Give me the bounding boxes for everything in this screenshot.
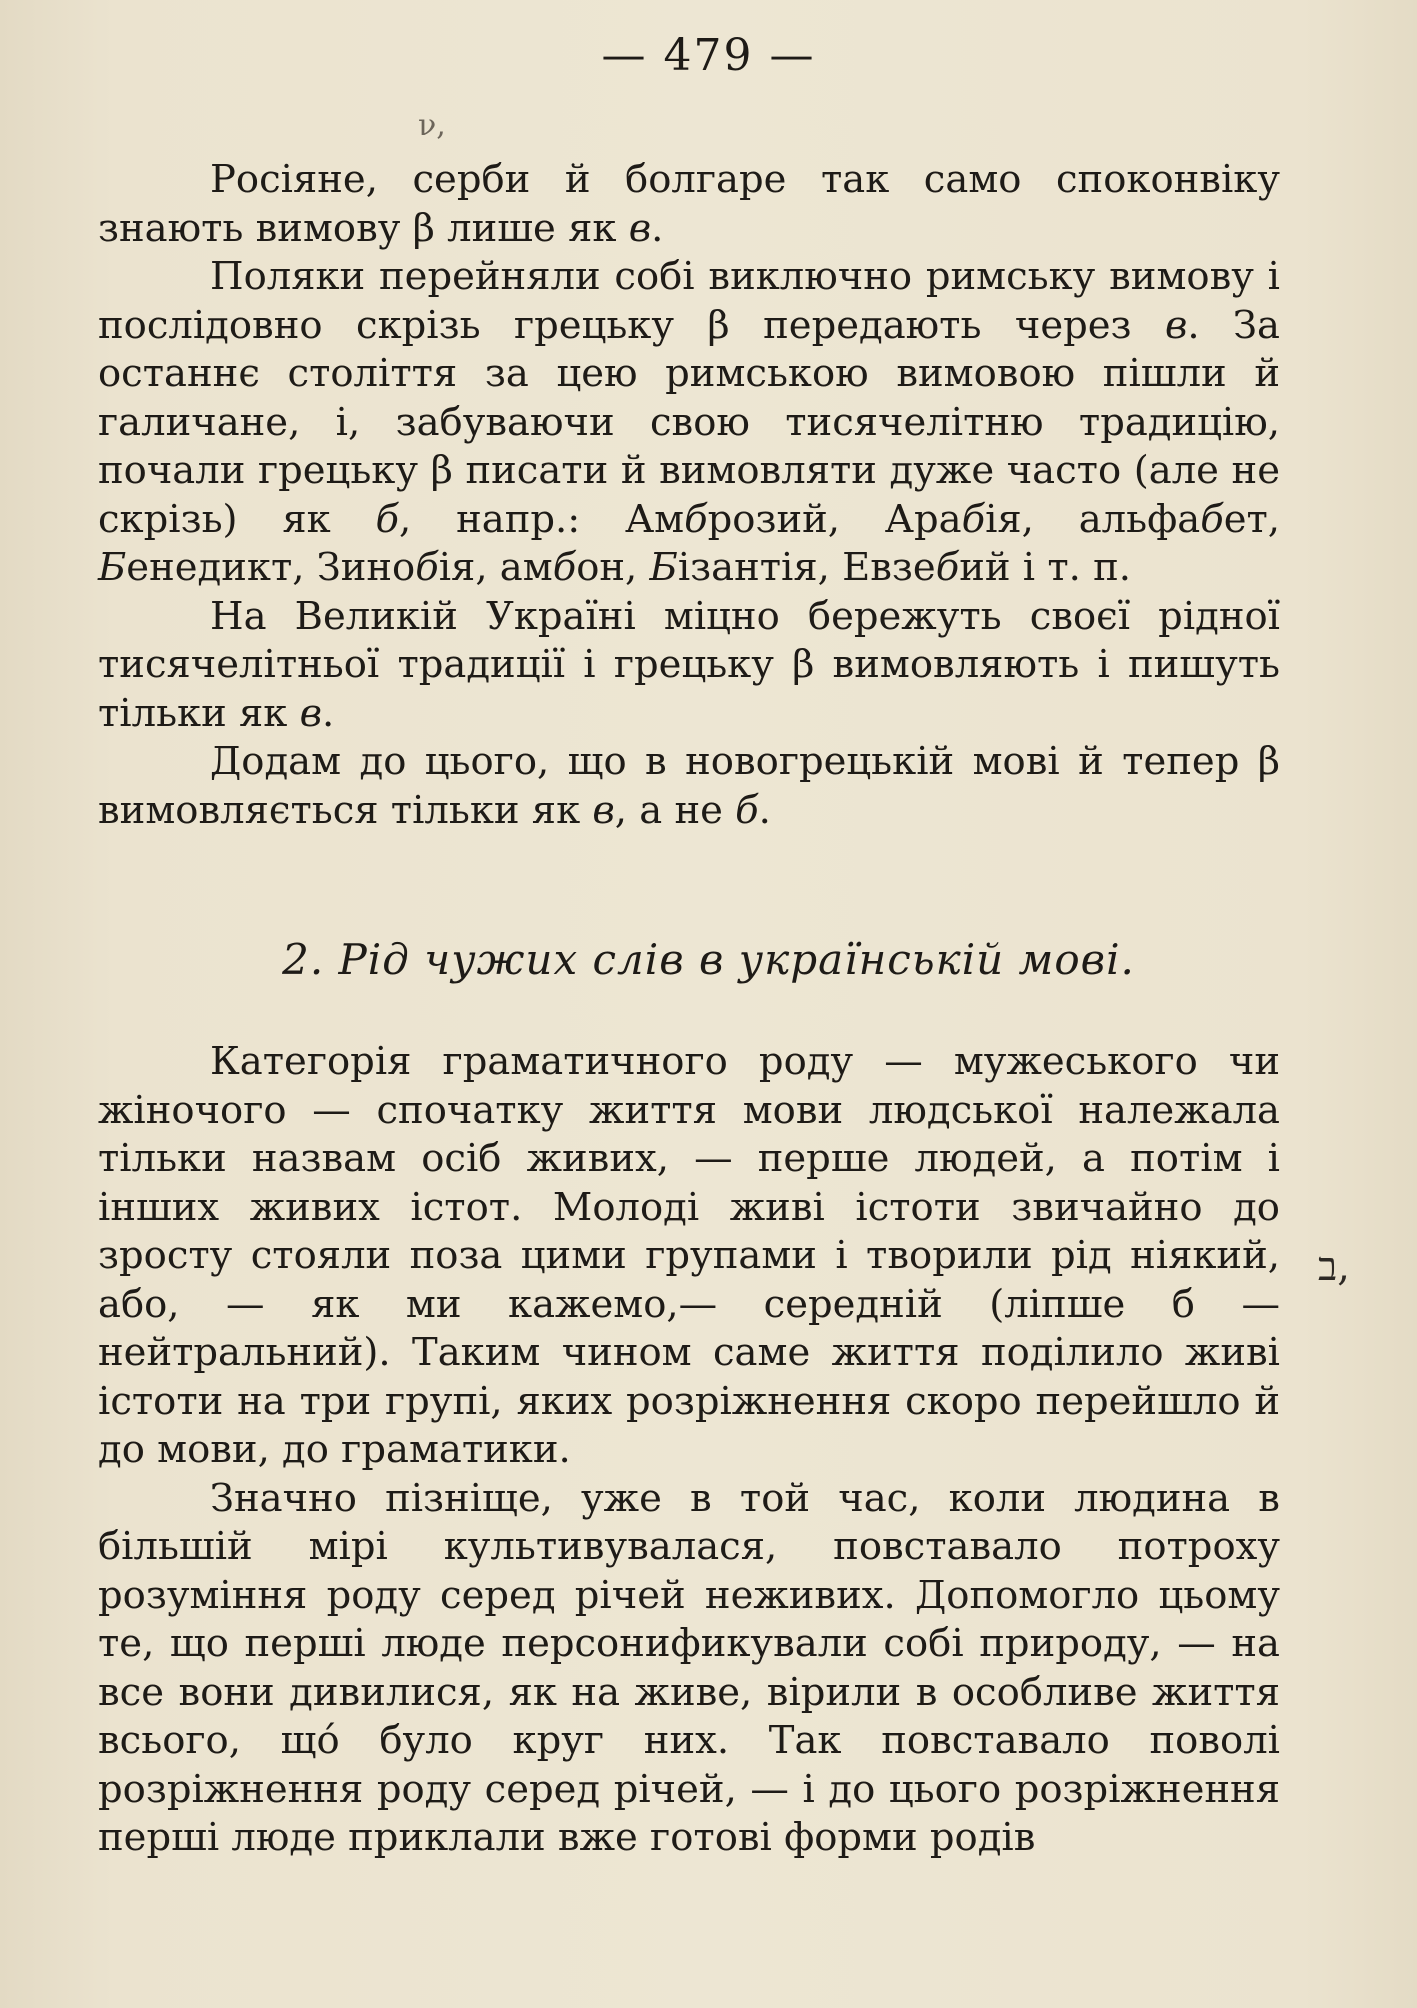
text-block-top — [98, 156, 1280, 835]
page-number: — 479 — — [601, 30, 816, 81]
paragraph: Додам до цього, що в новогрецькій мові й тепер β вимовляється тільки як в, а не б. — [98, 739, 1280, 833]
paragraph: Значно пізніще, уже в той час, коли людина в більшій мірі культивувалася, повставало потроху розуміння роду серед річей неживих. Допомогло цьому те, що перші люде персонификували собі природу, — на все вони дивилися, як на живе, вірили в особливе життя всього, що́ було круг них. Так повставало поволі розріжнення роду серед річей, — і до цього розріжнення перші люде приклали вже готові форми родів — [98, 1475, 1280, 1860]
margin-pencil-mark: ב, — [1318, 1244, 1350, 1290]
text-block-bottom — [98, 1038, 1280, 1863]
stray-pencil-mark: ν, — [418, 108, 446, 143]
section-heading: 2. Рід чужих слів в українській мові. — [282, 935, 1135, 984]
paragraph: На Великій Україні міцно бережуть своєї рідної тисячелітньої традиції і грецьку β вимовляють і пишуть тільки як в. — [98, 593, 1280, 736]
paragraph: Категорія граматичного роду — мужеського чи жіночого — спочатку життя мови людської належала тільки назвам осіб живих, — перше людей, а потім і інших живих істот. Молоді живі істоти звичайно до зросту стояли поза цими групами і творили рід ніякий, або, — як ми кажемо,— середній (ліпше б — нейтральний). Таким чином саме життя поділило живі істоти на три групі, яких розріжнення скоро перейшло й до мови, до граматики. — [98, 1039, 1280, 1472]
paragraph: Росіяне, серби й болгаре так само споконвіку знають вимову β лише як в. — [98, 157, 1280, 251]
paragraph: Поляки перейняли собі виключно римську вимову і послідовно скрізь грецьку β передають через в. За останнє століття за цею римською вимовою пішли й галичане, і, забуваючи свою тисячелітню традицію, почали грецьку β писати й вимовляти дуже часто (але не скрізь) як б, напр.: Амброзий, Арабія, альфабет, Бенедикт, Зинобія, амбон, Бізантія, Евзебий і т. п. — [98, 254, 1281, 590]
